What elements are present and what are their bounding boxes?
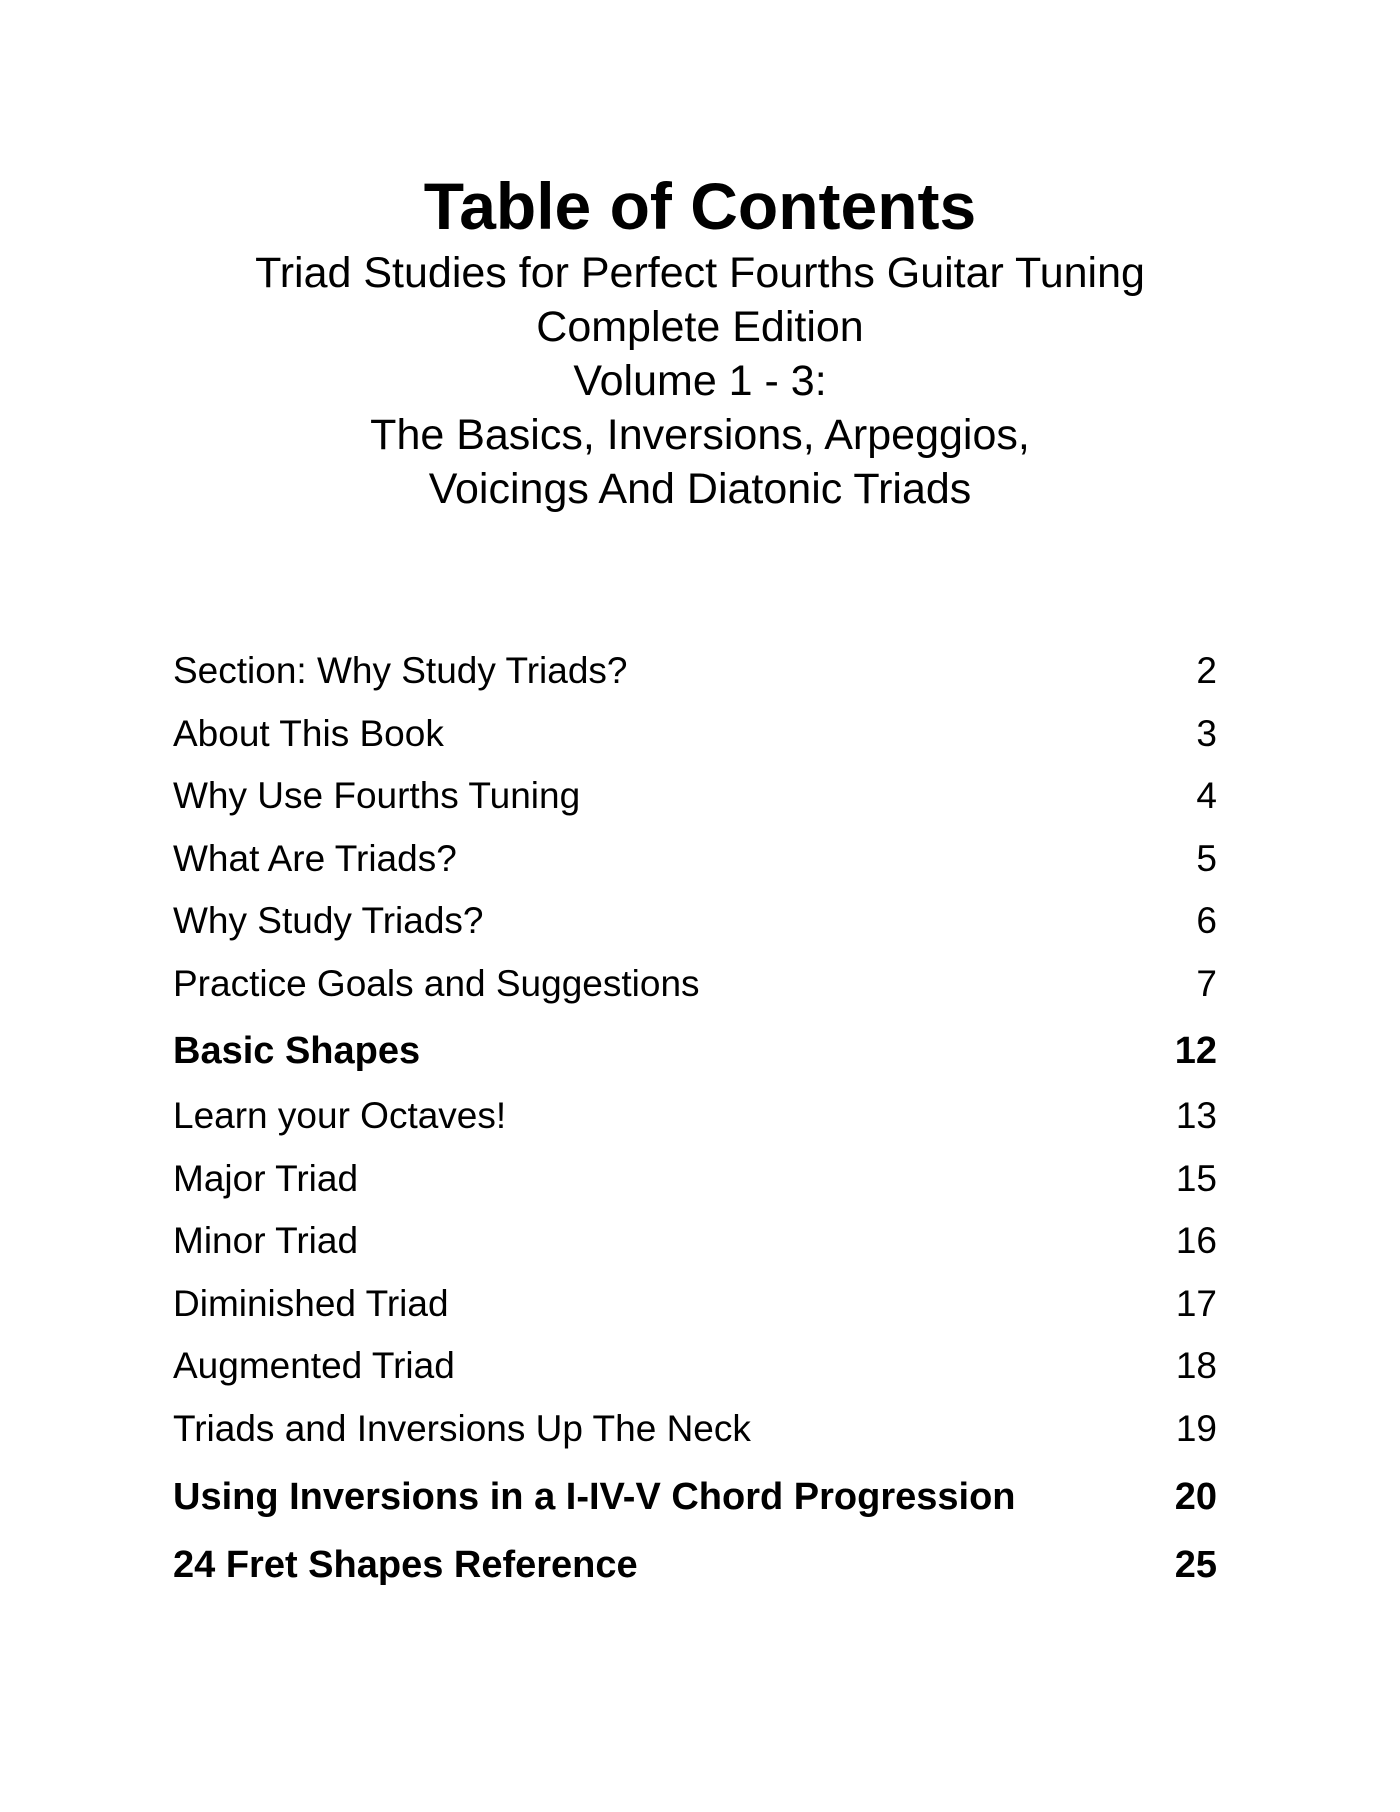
toc-entry-title: Why Study Triads?: [173, 900, 484, 942]
toc-entry-title: Section: Why Study Triads?: [173, 650, 628, 692]
toc-entry-title: Basic Shapes: [173, 1030, 421, 1072]
toc-entry-page: 20: [1174, 1475, 1217, 1518]
subtitle-line-book-title: Triad Studies for Perfect Fourths Guitar Tuning: [255, 249, 1145, 297]
toc-section-heading: [173, 1018, 1217, 1085]
toc-entry-page: 18: [1175, 1345, 1217, 1387]
toc-entry-title: Why Use Fourths Tuning: [173, 775, 581, 817]
subtitle-line-topics: The Basics, Inversions, Arpeggios,: [370, 411, 1030, 459]
toc-section-heading: [173, 1531, 1217, 1599]
toc-entry-title: Using Inversions in a I-IV-V Chord Progression: [173, 1475, 1016, 1518]
toc-entry-page: 19: [1175, 1407, 1217, 1449]
toc-entry-page: 12: [1174, 1030, 1217, 1072]
toc-entry-title: Practice Goals and Suggestions: [173, 962, 700, 1004]
toc-entry-title: Major Triad: [173, 1157, 359, 1199]
toc-entry-page: 15: [1175, 1157, 1217, 1199]
toc-entry-page: 17: [1175, 1282, 1217, 1324]
toc-entry-page: 3: [1196, 712, 1217, 754]
toc-entry-page: 16: [1175, 1220, 1217, 1262]
toc-entry: [173, 828, 1217, 891]
toc-entry: [173, 703, 1217, 766]
toc-entry: [173, 1085, 1217, 1148]
toc-entry: [173, 1210, 1217, 1273]
subtitle-line-volume: Volume 1 - 3:: [573, 357, 827, 405]
toc-entry-page: 4: [1196, 775, 1217, 817]
subtitle-line-edition: Complete Edition: [536, 303, 864, 351]
toc-entry-page: 2: [1196, 650, 1217, 692]
toc-entry-page: 13: [1175, 1095, 1217, 1137]
subtitle-line-topics-continued: Voicings And Diatonic Triads: [428, 465, 972, 513]
toc-list: [173, 640, 1217, 1599]
toc-entry-page: 6: [1196, 900, 1217, 942]
toc-entry-title: Augmented Triad: [173, 1345, 455, 1387]
toc-entry: [173, 1398, 1217, 1461]
toc-entry: [173, 640, 1217, 703]
toc-entry: [173, 765, 1217, 828]
toc-entry-page: 25: [1174, 1543, 1217, 1586]
toc-entry: [173, 890, 1217, 953]
toc-entry: [173, 953, 1217, 1016]
toc-entry-title: Minor Triad: [173, 1220, 359, 1262]
toc-entry-title: Diminished Triad: [173, 1282, 449, 1324]
toc-header: [0, 166, 1400, 516]
toc-entry-title: 24 Fret Shapes Reference: [173, 1543, 638, 1586]
toc-entry-title: Learn your Octaves!: [173, 1095, 507, 1137]
toc-entry-title: What Are Triads?: [173, 837, 457, 879]
page-title: Table of Contents: [423, 169, 977, 243]
toc-entry: [173, 1273, 1217, 1336]
toc-entry: [173, 1335, 1217, 1398]
toc-section-heading: [173, 1463, 1217, 1531]
toc-entry-page: 7: [1196, 962, 1217, 1004]
toc-entry-title: Triads and Inversions Up The Neck: [173, 1407, 751, 1449]
toc-entry-title: About This Book: [173, 712, 444, 754]
toc-entry: [173, 1148, 1217, 1211]
toc-entry-page: 5: [1196, 837, 1217, 879]
